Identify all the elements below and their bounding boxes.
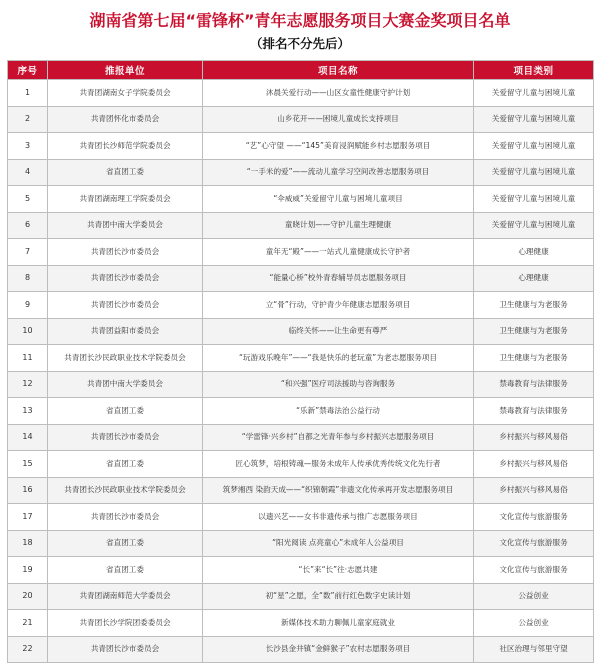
cell-unit: 共青团中南大学委员会 — [48, 212, 203, 239]
cell-project: 初“星”之愿，全“数”前行红色数字史读计划 — [203, 583, 474, 610]
cell-category: 关爱留守儿童与困境儿童 — [474, 80, 594, 107]
table-row — [8, 186, 594, 213]
cell-project: “能量心桥”校外青春辅导员志愿服务项目 — [203, 265, 474, 292]
cell-num: 7 — [8, 239, 48, 266]
table-row — [8, 636, 594, 663]
cell-category: 公益创业 — [474, 583, 594, 610]
table-row — [8, 398, 594, 425]
cell-category: 卫生健康与为老服务 — [474, 345, 594, 372]
cell-category: 乡村振兴与移风易俗 — [474, 477, 594, 504]
cell-num: 8 — [8, 265, 48, 292]
cell-unit: 省直团工委 — [48, 557, 203, 584]
cell-num: 14 — [8, 424, 48, 451]
cell-category: 文化宣传与旅游服务 — [474, 530, 594, 557]
cell-category: 文化宣传与旅游服务 — [474, 504, 594, 531]
cell-category: 卫生健康与为老服务 — [474, 292, 594, 319]
cell-project: “乐新”禁毒法治公益行动 — [203, 398, 474, 425]
cell-num: 19 — [8, 557, 48, 584]
document-subtitle: （排名不分先后） — [249, 36, 350, 51]
table-row — [8, 371, 594, 398]
cell-unit: 共青团长沙民政职业技术学院委员会 — [48, 345, 203, 372]
cell-unit: 共青团怀化市委员会 — [48, 106, 203, 133]
cell-num: 18 — [8, 530, 48, 557]
cell-num: 2 — [8, 106, 48, 133]
cell-project: 临终关怀——让生命更有尊严 — [203, 318, 474, 345]
cell-category: 关爱留守儿童与困境儿童 — [474, 106, 594, 133]
cell-category: 禁毒教育与法律服务 — [474, 398, 594, 425]
cell-project: 长沙县金井镇“金鲜猴子”农村志愿服务项目 — [203, 636, 474, 663]
cell-num: 15 — [8, 451, 48, 478]
table-row — [8, 477, 594, 504]
table-row — [8, 557, 594, 584]
table-row — [8, 265, 594, 292]
cell-category: 关爱留守儿童与困境儿童 — [474, 212, 594, 239]
cell-unit: 共青团长沙师范学院委员会 — [48, 133, 203, 160]
cell-category: 心理健康 — [474, 265, 594, 292]
header-category: 项目类别 — [474, 61, 594, 80]
cell-project: “长”来“长”往·志愿共建 — [203, 557, 474, 584]
cell-num: 21 — [8, 610, 48, 637]
cell-unit: 共青团长沙市委员会 — [48, 504, 203, 531]
cell-num: 3 — [8, 133, 48, 160]
cell-num: 12 — [8, 371, 48, 398]
cell-unit: 共青团长沙市委员会 — [48, 424, 203, 451]
cell-category: 关爱留守儿童与困境儿童 — [474, 159, 594, 186]
table-row — [8, 504, 594, 531]
cell-category: 禁毒教育与法律服务 — [474, 371, 594, 398]
table-row — [8, 133, 594, 160]
cell-num: 1 — [8, 80, 48, 107]
table-row — [8, 451, 594, 478]
cell-unit: 省直团工委 — [48, 398, 203, 425]
cell-project: “一手米的爱”——流动儿童学习空间改善志愿服务项目 — [203, 159, 474, 186]
cell-num: 6 — [8, 212, 48, 239]
cell-project: 立“骨”行动，守护青少年健康志愿服务项目 — [203, 292, 474, 319]
table-body — [8, 80, 594, 663]
cell-num: 10 — [8, 318, 48, 345]
cell-num: 9 — [8, 292, 48, 319]
cell-num: 17 — [8, 504, 48, 531]
cell-unit: 共青团长沙市委员会 — [48, 239, 203, 266]
cell-project: 沐晨关爱行动——山区女童性健康守护计划 — [203, 80, 474, 107]
cell-project: 童晓计划——守护儿童生理健康 — [203, 212, 474, 239]
cell-num: 5 — [8, 186, 48, 213]
cell-unit: 共青团长沙市委员会 — [48, 636, 203, 663]
table-row — [8, 212, 594, 239]
cell-unit: 省直团工委 — [48, 530, 203, 557]
cell-category: 公益创业 — [474, 610, 594, 637]
cell-unit: 共青团湖南理工学院委员会 — [48, 186, 203, 213]
cell-project: “伞威威”关爱留守儿童与困境儿童项目 — [203, 186, 474, 213]
table-row — [8, 106, 594, 133]
cell-unit: 共青团益阳市委员会 — [48, 318, 203, 345]
header-unit: 推报单位 — [48, 61, 203, 80]
cell-unit: 共青团湖南师范大学委员会 — [48, 583, 203, 610]
cell-unit: 共青团长沙市委员会 — [48, 292, 203, 319]
cell-project: “学雷锋·兴乡村”自都之光青年参与乡村振兴志愿服务项目 — [203, 424, 474, 451]
table-row — [8, 239, 594, 266]
cell-unit: 省直团工委 — [48, 451, 203, 478]
cell-unit: 共青团长沙民政职业技术学院委员会 — [48, 477, 203, 504]
cell-project: “玩游戏乐晚年”——“我是快乐的老玩童”为老志愿服务项目 — [203, 345, 474, 372]
table-row — [8, 610, 594, 637]
table-row — [8, 530, 594, 557]
cell-unit: 共青团湖南女子学院委员会 — [48, 80, 203, 107]
award-table — [7, 60, 594, 663]
cell-unit: 共青团中南大学委员会 — [48, 371, 203, 398]
cell-category: 心理健康 — [474, 239, 594, 266]
cell-category: 文化宣传与旅游服务 — [474, 557, 594, 584]
cell-project: “和兴强”医疗司法援助与咨询服务 — [203, 371, 474, 398]
table-row — [8, 292, 594, 319]
cell-project: 筑梦湘西 染韵天成——“织锦朝霞”非遗文化传承再开发志愿服务项目 — [203, 477, 474, 504]
header-num: 序号 — [8, 61, 48, 80]
cell-category: 关爱留守儿童与困境儿童 — [474, 133, 594, 160]
cell-num: 11 — [8, 345, 48, 372]
cell-unit: 省直团工委 — [48, 159, 203, 186]
cell-unit: 共青团长沙学院团委委员会 — [48, 610, 203, 637]
cell-project: “阳光阅读 点亮童心”未成年人公益项目 — [203, 530, 474, 557]
table-row — [8, 318, 594, 345]
cell-project: 匠心筑梦，培根铸魂—服务未成年人传承优秀传统文化先行者 — [203, 451, 474, 478]
table-header-row — [8, 61, 594, 80]
table-row — [8, 583, 594, 610]
header-project: 项目名称 — [203, 61, 474, 80]
table-row — [8, 345, 594, 372]
cell-category: 乡村振兴与移风易俗 — [474, 424, 594, 451]
cell-num: 13 — [8, 398, 48, 425]
table-row — [8, 424, 594, 451]
cell-num: 4 — [8, 159, 48, 186]
cell-num: 20 — [8, 583, 48, 610]
cell-category: 卫生健康与为老服务 — [474, 318, 594, 345]
cell-project: 以遗兴艺——女书非遗传承与推广志愿服务项目 — [203, 504, 474, 531]
table-row — [8, 159, 594, 186]
cell-project: 童年无“殿”——一站式儿童健康成长守护者 — [203, 239, 474, 266]
cell-num: 22 — [8, 636, 48, 663]
table-row — [8, 80, 594, 107]
cell-unit: 共青团长沙市委员会 — [48, 265, 203, 292]
cell-project: 新媒体技术助力聊佩儿童家庭就业 — [203, 610, 474, 637]
cell-project: 山乡花开——困境儿童成长支持项目 — [203, 106, 474, 133]
cell-category: 社区治理与邻里守望 — [474, 636, 594, 663]
cell-category: 关爱留守儿童与困境儿童 — [474, 186, 594, 213]
cell-num: 16 — [8, 477, 48, 504]
table-header — [8, 61, 594, 80]
document-title: 湖南省第七届“雷锋杯”青年志愿服务项目大赛金奖项目名单 — [89, 11, 511, 30]
cell-category: 乡村振兴与移风易俗 — [474, 451, 594, 478]
cell-project: “艺”心守望 ——“145”美育浸润赋能乡村志愿服务项目 — [203, 133, 474, 160]
